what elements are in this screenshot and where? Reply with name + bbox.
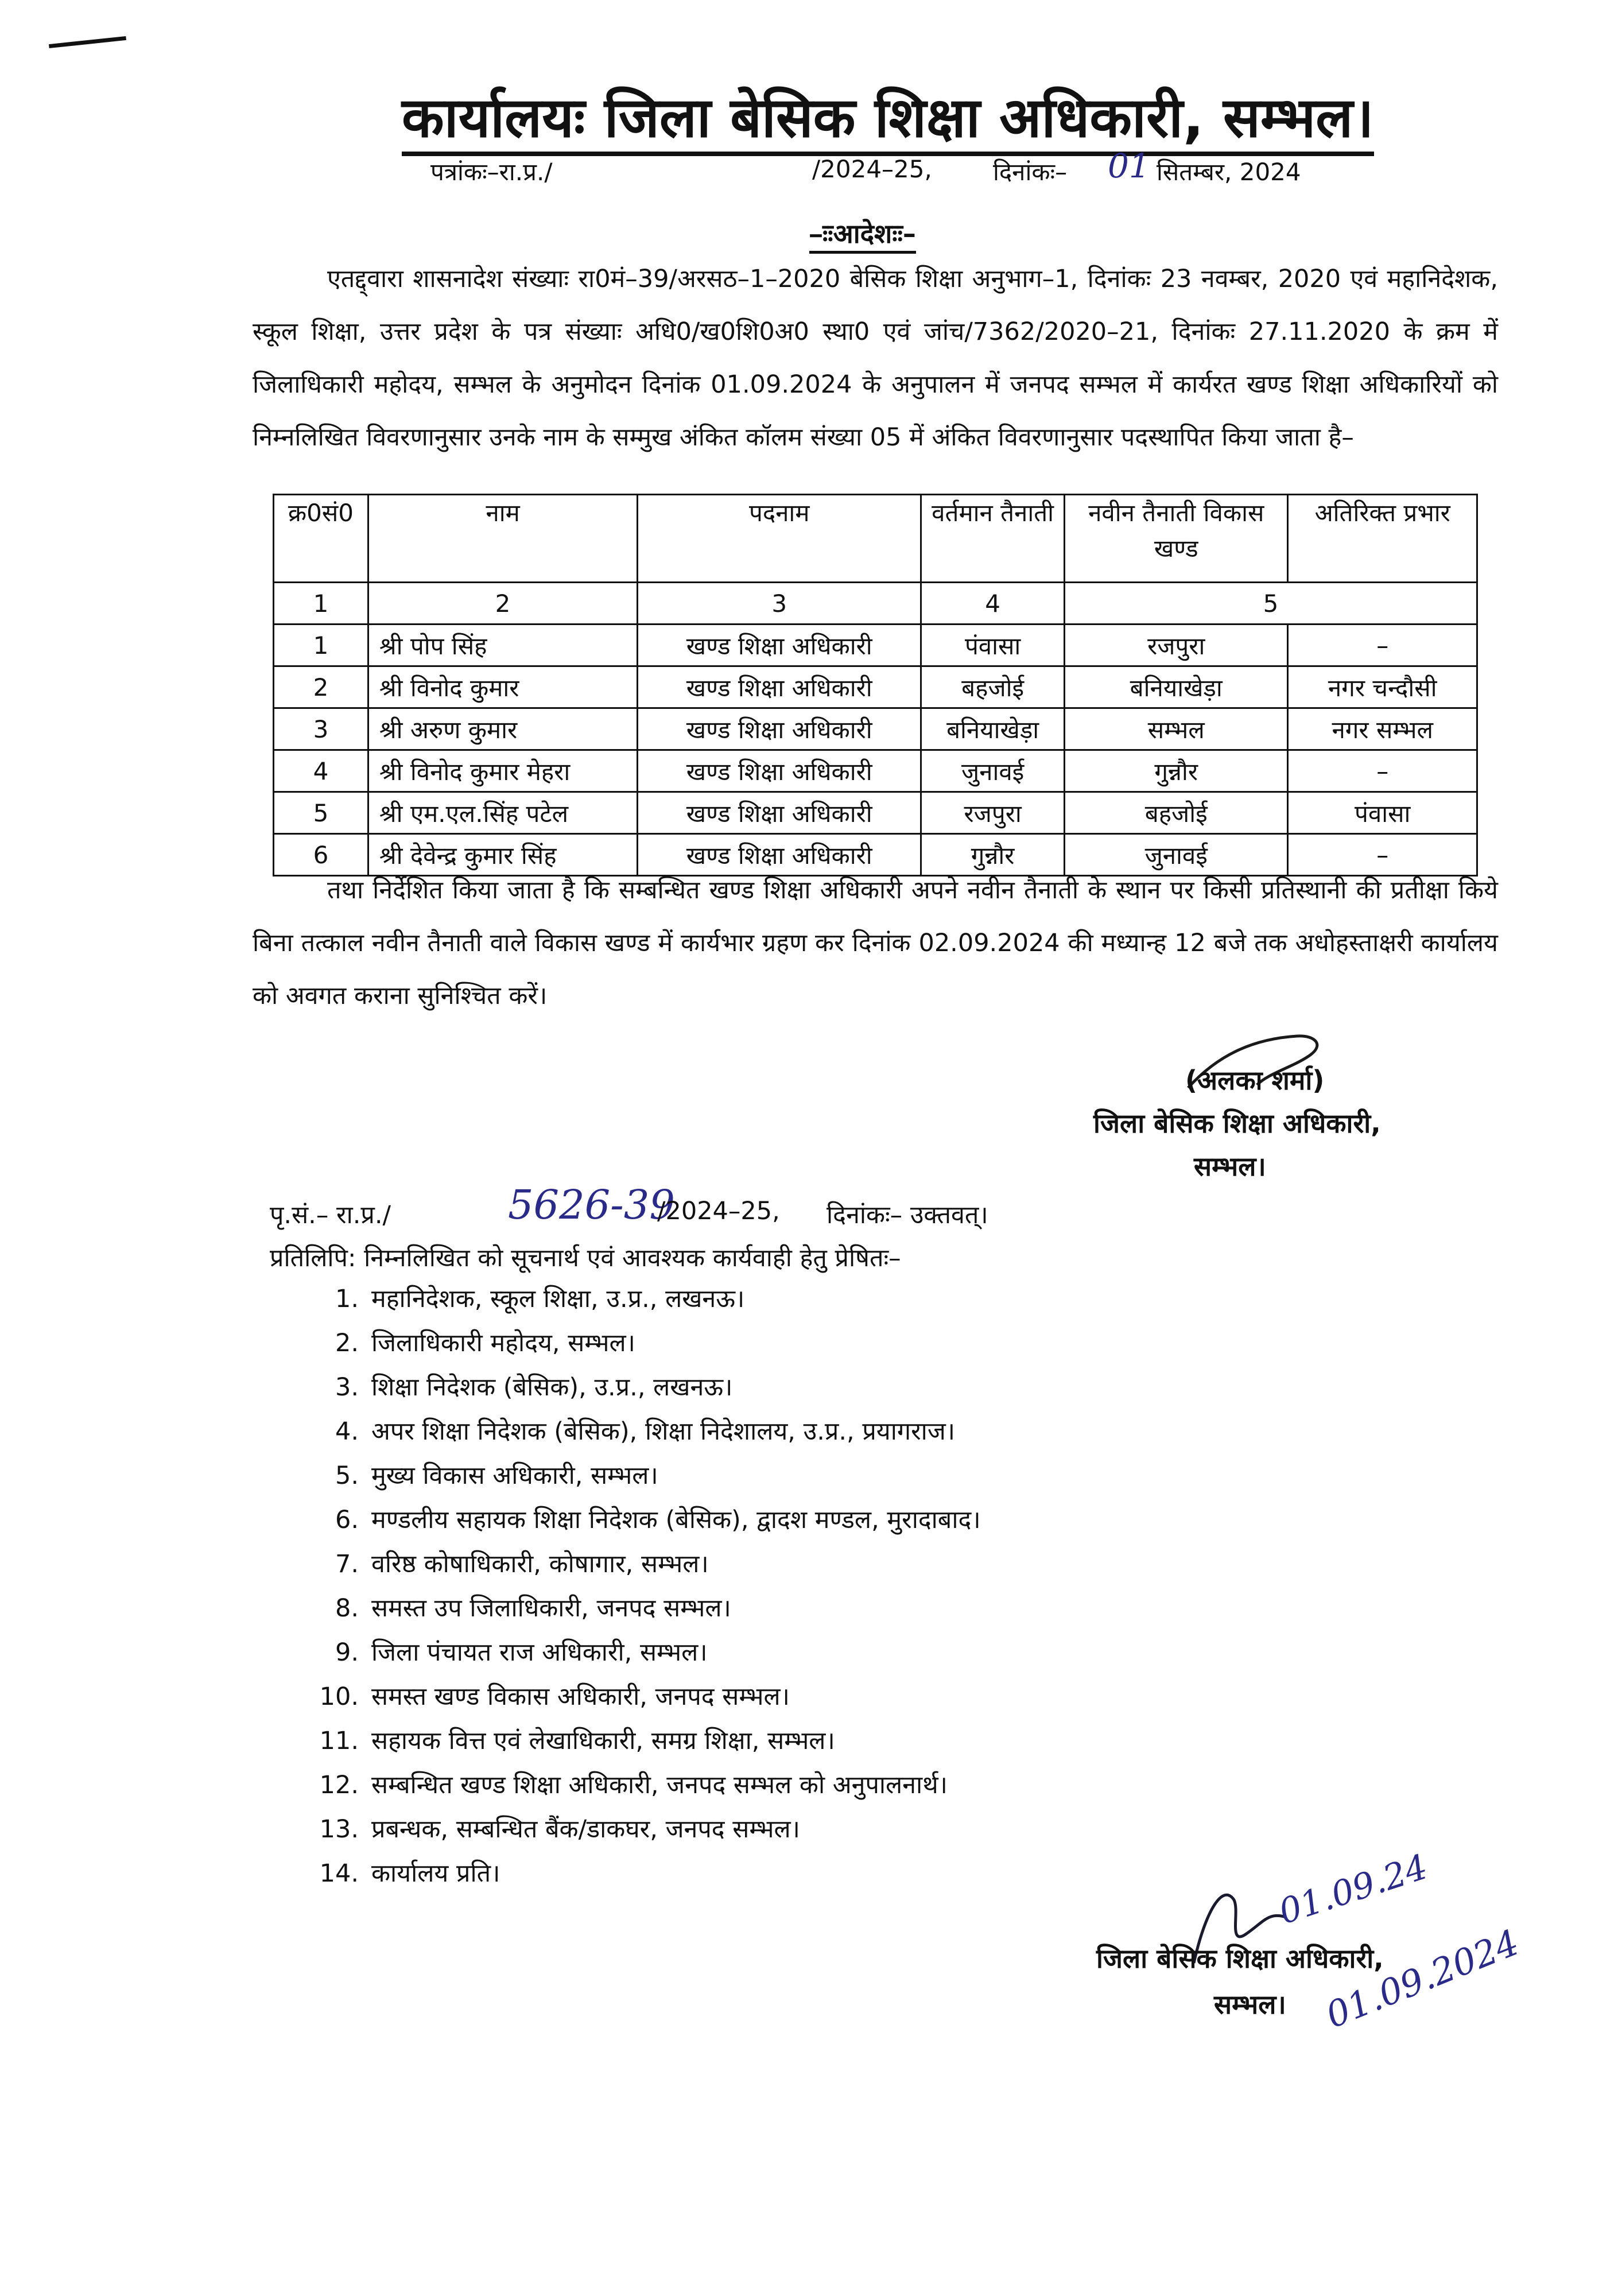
cell-new-posting: सम्भल [1065,708,1288,750]
list-item [310,1631,981,1675]
list-item [310,1852,981,1896]
column-number: 2 [368,583,637,625]
cell-current-posting: रजपुरा [921,792,1065,834]
list-text: महानिदेशक, स्कूल शिक्षा, उ.प्र., लखनऊ। [371,1285,745,1313]
list-text: अपर शिक्षा निदेशक (बेसिक), शिक्षा निदेशालय, उ.प्र., प्रयागराज। [371,1417,956,1446]
column-number: 4 [921,583,1065,625]
cell-new-posting: बहजोई [1065,792,1288,834]
list-text: जिला पंचायत राज अधिकारी, सम्भल। [371,1638,708,1667]
handwritten-date-1: 01.09.24 [1274,1847,1433,1933]
list-text: वरिष्ठ कोषाधिकारी, कोषागार, सम्भल। [371,1550,709,1578]
cell-name: श्री अरुण कुमार [368,708,637,750]
cell-additional-charge: – [1288,625,1477,666]
col-header-name: नाम [368,495,637,583]
pen-mark [49,36,126,48]
cell-additional-charge: नगर चन्दौसी [1288,666,1477,708]
list-text: मण्डलीय सहायक शिक्षा निदेशक (बेसिक), द्वादश मण्डल, मुरादाबाद। [371,1506,981,1534]
table-row [274,792,1477,834]
cell-new-posting: रजपुरा [1065,625,1288,666]
list-item [310,1675,981,1719]
list-item [310,1587,981,1631]
list-number: 10. [319,1682,359,1711]
list-item [310,1366,981,1410]
list-text: मुख्य विकास अधिकारी, सम्भल। [371,1461,658,1490]
list-item [310,1719,981,1763]
list-number: 12. [319,1771,359,1799]
table-row [274,750,1477,792]
table-header-row [274,495,1477,583]
cell-current-posting: पंवासा [921,625,1065,666]
cell-current-posting: बनियाखेड़ा [921,708,1065,750]
cell-designation: खण्ड शिक्षा अधिकारी [638,666,921,708]
cell-sno: 6 [274,834,368,876]
col-header-new-posting: नवीन तैनाती विकास खण्ड [1065,495,1288,583]
cell-additional-charge: नगर सम्भल [1288,708,1477,750]
list-text: समस्त उप जिलाधिकारी, जनपद सम्भल। [371,1594,731,1623]
cell-current-posting: गुन्नौर [921,834,1065,876]
list-number: 11. [319,1727,359,1755]
col-header-sno: क्र0सं0 [274,495,368,583]
letter-ref-year: /2024–25, [812,155,932,183]
cell-new-posting: गुन्नौर [1065,750,1288,792]
col-header-current-posting: वर्तमान तैनाती [921,495,1065,583]
endorsement-date: दिनांकः– उक्तवत्। [826,1201,988,1230]
column-number: 1 [274,583,368,625]
list-number: 5. [335,1461,359,1490]
handwritten-endorsement-number: 5626-39 [508,1181,675,1228]
cell-designation: खण्ड शिक्षा अधिकारी [638,792,921,834]
directive-paragraph: तथा निर्देशित किया जाता है कि सम्बन्धित खण्ड शिक्षा अधिकारी अपने नवीन तैनाती के स्थान पर किसी प्रतिस्थानी की प्रतीक्षा किये बिना तत्काल नवीन तैनाती वाले विकास खण्ड में कार्यभार ग्रहण कर दिनांक 02.09.2024 की मध्यान्ह 12 बजे तक अधोहस्ताक्षरी कार्यालय को अवगत कराना सुनिश्चित करें। [253,876,1498,1010]
list-text: सहायक वित्त एवं लेखाधिकारी, समग्र शिक्षा, सम्भल। [371,1727,835,1755]
signatory-name: (अलका शर्मा) [1185,1065,1325,1096]
endorsement-prefix: पृ.सं.– रा.प्र./ [270,1201,391,1230]
list-text: प्रबन्धक, सम्बन्धित बैंक/डाकघर, जनपद सम्भल। [371,1815,800,1844]
table-row [274,708,1477,750]
cell-name: श्री एम.एल.सिंह पटेल [368,792,637,834]
posting-table [273,494,1478,876]
list-item [310,1542,981,1587]
list-item [310,1321,981,1366]
page-title: कार्यालयः जिला बेसिक शिक्षा अधिकारी, सम्भल। [402,86,1374,156]
cell-current-posting: बहजोई [921,666,1065,708]
list-item [310,1454,981,1498]
list-number: 14. [319,1859,359,1888]
copy-intro: प्रतिलिपि: निम्नलिखित को सूचनार्थ एवं आवश्यक कार्यवाही हेतु प्रेषितः– [270,1244,901,1273]
column-number: 5 [1065,583,1477,625]
final-signatory-title: जिला बेसिक शिक्षा अधिकारी, [1096,1943,1384,1974]
list-number: 7. [335,1550,359,1578]
date-month: सितम्बर, 2024 [1157,158,1301,186]
endorsement-year: /2024–25, [657,1197,780,1225]
table-row [274,666,1477,708]
list-number: 4. [335,1417,359,1446]
cell-new-posting: जुनावई [1065,834,1288,876]
cell-sno: 4 [274,750,368,792]
cell-designation: खण्ड शिक्षा अधिकारी [638,834,921,876]
cell-name: श्री विनोद कुमार मेहरा [368,750,637,792]
cell-designation: खण्ड शिक्षा अधिकारी [638,708,921,750]
cell-sno: 3 [274,708,368,750]
list-item [310,1763,981,1808]
signatory-place: सम्भल। [1194,1151,1266,1182]
cell-name: श्री विनोद कुमार [368,666,637,708]
intro-paragraph: एतद्द्वारा शासनादेश संख्याः रा0मं–39/अरसठ–1–2020 बेसिक शिक्षा अनुभाग–1, दिनांकः 23 नवम्बर, 2020 एवं महानिदेशक, स्कूल शिक्षा, उत्तर प्रदेश के पत्र संख्याः अधि0/ख0शि0अ0 स्था0 एवं जांच/7362/2020–21, दिनांकः 27.11.2020 के क्रम में जिलाधिकारी महोदय, सम्भल के अनुमोदन दिनांक 01.09.2024 के अनुपालन में जनपद सम्भल में कार्यरत खण्ड शिक्षा अधिकारियों को निम्नलिखित विवरणानुसार उनके नाम के सम्मुख अंकित कॉलम संख्या 05 में अंकित विवरणानुसार पदस्थापित किया जाता है– [253,265,1498,452]
cell-sno: 2 [274,666,368,708]
cell-name: श्री पोप सिंह [368,625,637,666]
cell-sno: 5 [274,792,368,834]
cell-new-posting: बनियाखेड़ा [1065,666,1288,708]
list-item [310,1808,981,1852]
list-item [310,1498,981,1542]
cell-designation: खण्ड शिक्षा अधिकारी [638,625,921,666]
list-text: जिलाधिकारी महोदय, सम्भल। [371,1329,635,1358]
letter-ref-prefix: पत्रांकः–रा.प्र./ [430,158,553,186]
list-number: 8. [335,1594,359,1623]
list-item [310,1410,981,1454]
list-number: 1. [335,1285,359,1313]
list-number: 2. [335,1329,359,1358]
list-text: शिक्षा निदेशक (बेसिक), उ.प्र., लखनऊ। [371,1373,733,1402]
recipients-list [310,1277,981,1896]
list-number: 13. [319,1815,359,1844]
cell-designation: खण्ड शिक्षा अधिकारी [638,750,921,792]
list-text: कार्यालय प्रति। [371,1859,500,1888]
list-text: समस्त खण्ड विकास अधिकारी, जनपद सम्भल। [371,1682,790,1711]
signatory-title: जिला बेसिक शिक्षा अधिकारी, [1093,1108,1381,1139]
cell-name: श्री देवेन्द्र कुमार सिंह [368,834,637,876]
list-text: सम्बन्धित खण्ड शिक्षा अधिकारी, जनपद सम्भल को अनुपालनार्थ। [371,1771,948,1799]
list-number: 9. [335,1638,359,1667]
column-number: 3 [638,583,921,625]
cell-sno: 1 [274,625,368,666]
cell-additional-charge: – [1288,750,1477,792]
final-signatory-place: सम्भल। [1214,1989,1286,2020]
handwritten-date-2: 01.09.2024 [1320,1921,1525,2037]
column-number-row [274,583,1477,625]
col-header-designation: पदनाम [638,495,921,583]
table-row [274,625,1477,666]
cell-current-posting: जुनावई [921,750,1065,792]
list-number: 3. [335,1373,359,1402]
cell-additional-charge: – [1288,834,1477,876]
handwritten-date: 01 [1108,146,1150,185]
list-number: 6. [335,1506,359,1534]
cell-additional-charge: पंवासा [1288,792,1477,834]
list-item [310,1277,981,1321]
date-label: दिनांकः– [993,158,1068,186]
order-heading: –ःःआदेशःः– [809,215,916,254]
col-header-additional-charge: अतिरिक्त प्रभार [1288,495,1477,583]
